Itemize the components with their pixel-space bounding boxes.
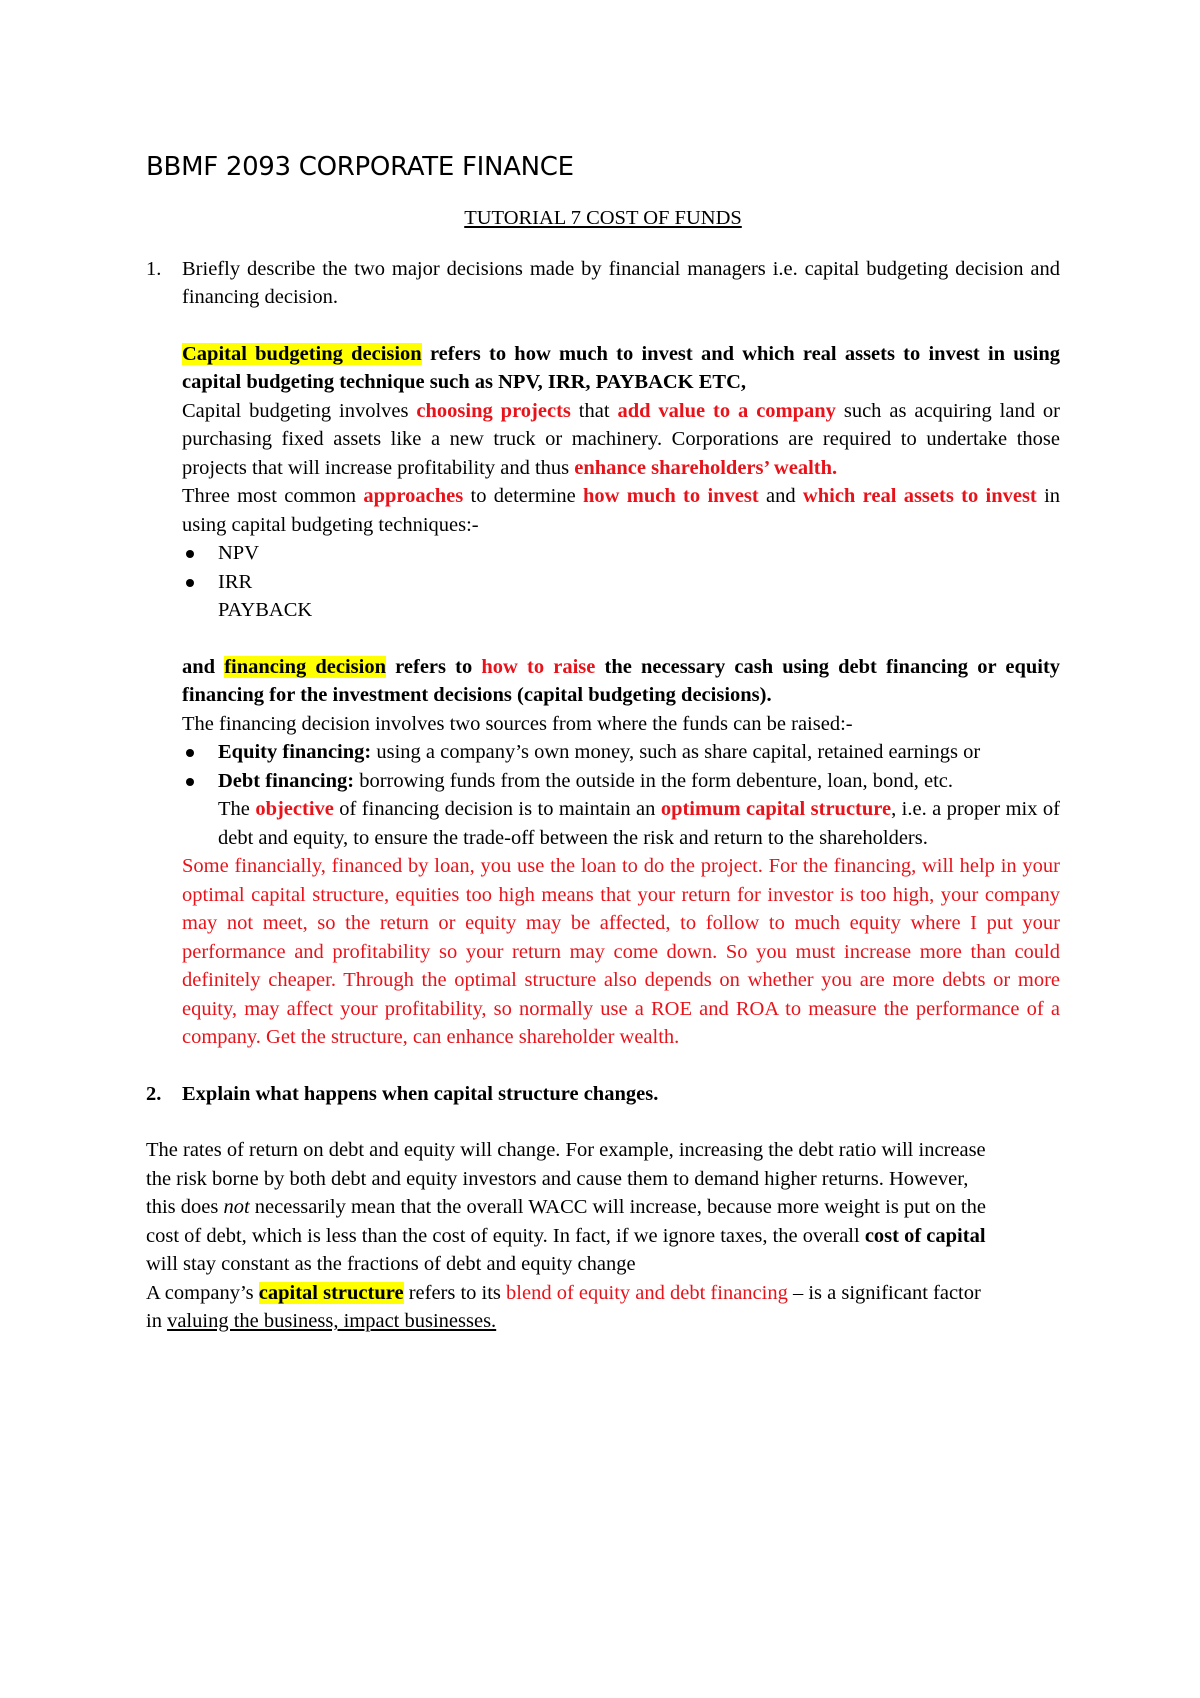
highlight-capital-structure: capital structure [258,1281,404,1304]
bullet-icon [186,749,194,757]
list-item: IRR [182,568,1060,597]
bullet-icon [186,550,194,558]
question-number: 1. [146,257,162,280]
document-body [146,150,1060,1336]
financing-sources-intro: The financing decision involves two sources from where the funds can be raised:- [182,712,853,735]
answer-2-paragraph: The rates of return on debt and equity will change. For example, increasing the debt ratio will increase the risk borne by both debt and equity investors and cause them to demand higher returns. However, this does not necessarily mean that the overall WACC will increase, because more weight is put on the cost of debt, which is less than the cost of equity. In fact, if we ignore taxes, the overall cost of capital will stay constant as the fractions of debt and equity change [146,1139,986,1275]
list-item: NPV [182,539,1060,568]
list-item: Debt financing: borrowing funds from the outside in the form debenture, loan, bond, etc. [182,767,1060,796]
bullet-icon [186,579,194,587]
list-item: PAYBACK [218,599,313,621]
highlight-capital-budgeting: Capital budgeting decision [182,342,422,365]
question-text: Explain what happens when capital structure changes. [182,1082,659,1105]
list-item: Equity financing: using a company’s own money, such as share capital, retained earnings or [182,738,1060,767]
objective-paragraph: The objective of financing decision is to maintain an optimum capital structure, i.e. a proper mix of debt and equity, to ensure the trade-off between the risk and return to the shareholders. [218,798,1061,849]
question-text: Briefly describe the two major decisions made by financial managers i.e. capital budgeting decision and financing decision. [182,257,1060,308]
techniques-list [146,539,1060,596]
bullet-icon [186,778,194,786]
capital-budgeting-paragraph: Capital budgeting involves choosing projects that add value to a company such as acquiring land or purchasing fixed assets like a new truck or machinery. Corporations are required to undertake those projects that will increase profitability and thus enhance shareholders’ wealth. [182,399,1060,479]
capital-budgeting-definition: Capital budgeting decision refers to how much to invest and which real assets to invest in using capital budgeting technique such as NPV, IRR, PAYBACK ETC, [182,342,1060,393]
question-1 [146,255,1060,312]
financing-sources-list [146,738,1060,795]
tutorial-subtitle: TUTORIAL 7 COST OF FUNDS [464,207,742,229]
approaches-paragraph: Three most common approaches to determine how much to invest and which real assets to invest in using capital budgeting techniques:- [182,485,1061,536]
document-title: BBMF 2093 CORPORATE FINANCE [146,152,574,182]
financing-decision-definition: and financing decision refers to how to raise the necessary cash using debt financing or equity financing for the investment decisions (capital budgeting decisions). [182,655,1061,706]
capital-structure-paragraph: A company’s capital structure refers to its blend of equity and debt financing – is a significant factor in valuing the business, impact businesses. [146,1281,981,1332]
question-2 [146,1080,1060,1109]
financing-decision-block [182,653,1060,739]
question-number: 2. [146,1082,162,1105]
answer-1 [182,340,1060,540]
handwritten-note-paragraph: Some financially, financed by loan, you use the loan to do the project. For the financing, will help in your optimal capital structure, equities too high means that your return for investor is too high, your company may not meet, so the return or equity may be affected, to follow to much equity where I put your performance and profitability so your return may come down. So you must increase more than could definitely cheaper. Through the optimal structure also depends on whether you are more debts or more equity, may affect your profitability, so normally use a ROE and ROA to measure the performance of a company. Get the structure, can enhance shareholder wealth. [182,855,1060,1048]
highlight-financing-decision: financing decision [224,655,387,678]
